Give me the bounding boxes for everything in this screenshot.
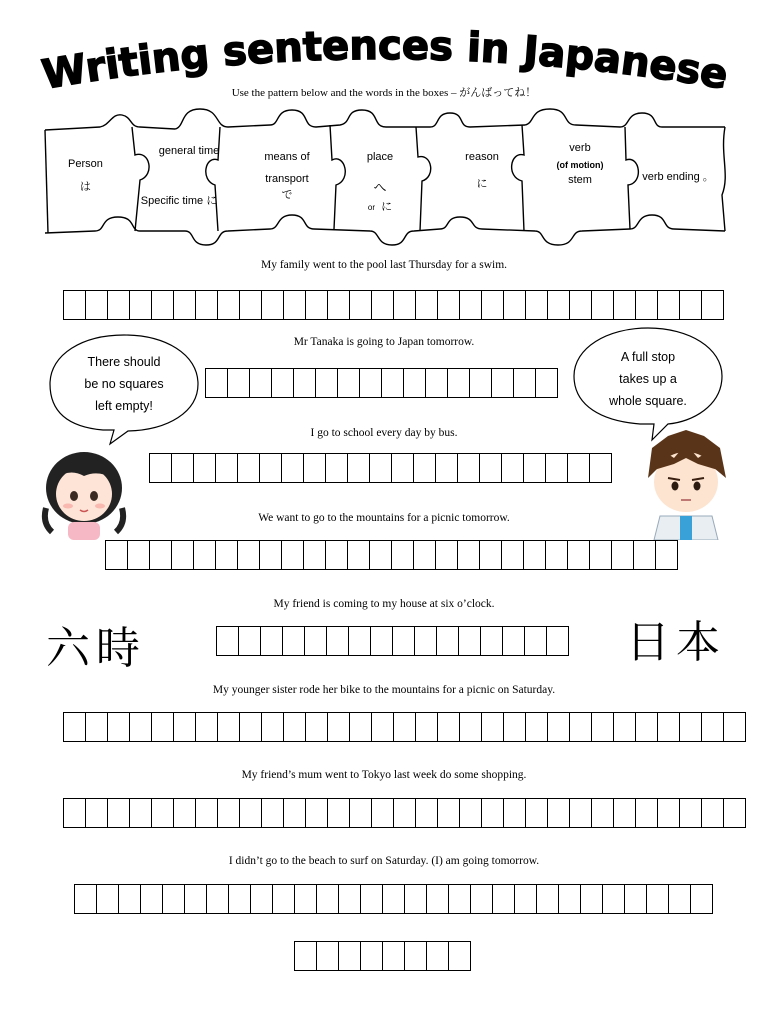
answer-square[interactable] [393,712,416,742]
answer-square[interactable] [668,884,691,914]
answer-square[interactable] [525,712,548,742]
answer-square[interactable] [96,884,119,914]
answer-square[interactable] [536,884,559,914]
answer-square[interactable] [501,453,524,483]
answer-square[interactable] [151,290,174,320]
answer-square[interactable] [293,368,316,398]
sentence-8: I didn’t go to the beach to surf on Saturday. (I) am going tomorrow. [228,855,540,867]
answer-square[interactable] [305,798,328,828]
answer-square[interactable] [195,290,218,320]
answer-square[interactable] [283,712,306,742]
answer-square[interactable] [569,712,592,742]
answer-square[interactable] [238,626,261,656]
answer-square[interactable] [546,626,569,656]
answer-grid-8[interactable] [74,884,713,914]
answer-square[interactable] [480,626,503,656]
answer-square[interactable] [591,798,614,828]
sentence-7: My friend’s mum went to Tokyo last week do some shopping. [241,769,527,781]
answer-square[interactable] [435,453,458,483]
answer-square[interactable] [305,712,328,742]
answer-square[interactable] [457,540,480,570]
answer-square[interactable] [327,290,350,320]
answer-square[interactable] [338,941,361,971]
answer-square[interactable] [381,368,404,398]
answer-square[interactable] [382,941,405,971]
answer-square[interactable] [261,290,284,320]
answer-square[interactable] [272,884,295,914]
answer-square[interactable] [193,540,216,570]
answer-square[interactable] [657,712,680,742]
answer-square[interactable] [237,453,260,483]
answer-square[interactable] [547,712,570,742]
answer-square[interactable] [525,798,548,828]
answer-square[interactable] [545,540,568,570]
instructions: Use the pattern below and the words in the boxes – がんばってね！ [231,87,537,99]
answer-square[interactable] [404,941,427,971]
answer-square[interactable] [589,540,612,570]
answer-square[interactable] [657,798,680,828]
answer-square[interactable] [679,798,702,828]
answer-square[interactable] [316,884,339,914]
answer-square[interactable] [613,798,636,828]
answer-square[interactable] [360,941,383,971]
answer-square[interactable] [337,368,360,398]
answer-square[interactable] [479,453,502,483]
answer-square[interactable] [413,453,436,483]
answer-square[interactable] [470,884,493,914]
answer-square[interactable] [589,453,612,483]
puzzle-piece-verb-ending: verb ending 。 [642,171,714,183]
answer-square[interactable] [393,290,416,320]
girl-character-illustration [38,448,130,540]
answer-square[interactable] [547,290,570,320]
answer-square[interactable] [547,798,570,828]
sentence-6: My younger sister rode her bike to the mountains for a picnic on Saturday. [212,684,556,696]
answer-square[interactable] [193,453,216,483]
answer-square[interactable] [149,453,172,483]
answer-square[interactable] [206,884,229,914]
answer-square[interactable] [107,798,130,828]
answer-square[interactable] [348,626,371,656]
answer-square[interactable] [303,453,326,483]
answer-square[interactable] [535,368,558,398]
answer-square[interactable] [524,626,547,656]
answer-square[interactable] [195,798,218,828]
answer-square[interactable] [633,540,656,570]
answer-square[interactable] [635,798,658,828]
answer-square[interactable] [635,290,658,320]
answer-square[interactable] [613,290,636,320]
answer-square[interactable] [63,712,86,742]
answer-square[interactable] [315,368,338,398]
answer-square[interactable] [591,290,614,320]
answer-square[interactable] [657,290,680,320]
answer-square[interactable] [215,540,238,570]
answer-square[interactable] [723,798,746,828]
answer-square[interactable] [701,290,724,320]
answer-square[interactable] [325,453,348,483]
answer-square[interactable] [305,290,328,320]
answer-square[interactable] [259,453,282,483]
answer-square[interactable] [347,540,370,570]
answer-square[interactable] [569,290,592,320]
answer-square[interactable] [360,884,383,914]
puzzle-piece-reason: reason に [465,151,499,190]
answer-square[interactable] [415,798,438,828]
answer-square[interactable] [459,290,482,320]
sentence-1: My family went to the pool last Thursday for a swim. [260,259,508,271]
answer-square[interactable] [458,626,481,656]
speech-bubble-left: There should be no squares left empty! [48,332,200,447]
answer-square[interactable] [359,368,382,398]
answer-square[interactable] [635,712,658,742]
answer-square[interactable] [567,540,590,570]
answer-square[interactable] [261,798,284,828]
answer-square[interactable] [294,941,317,971]
answer-square[interactable] [184,884,207,914]
kanji-six-oclock: 六時 [46,623,146,674]
answer-square[interactable] [162,884,185,914]
answer-square[interactable] [303,540,326,570]
answer-square[interactable] [260,626,283,656]
answer-square[interactable] [239,712,262,742]
answer-square[interactable] [723,712,746,742]
answer-square[interactable] [281,453,304,483]
sentence-5: My friend is coming to my house at six o’clock. [273,598,495,610]
answer-square[interactable] [382,884,405,914]
answer-square[interactable] [425,368,448,398]
answer-square[interactable] [215,453,238,483]
answer-grid-5[interactable] [216,626,569,656]
answer-square[interactable] [459,712,482,742]
puzzle-piece-place: place へ or に [366,151,394,213]
answer-square[interactable] [259,540,282,570]
answer-square[interactable] [237,540,260,570]
answer-square[interactable] [327,712,350,742]
answer-square[interactable] [205,368,228,398]
answer-square[interactable] [171,540,194,570]
answer-square[interactable] [435,540,458,570]
answer-square[interactable] [413,540,436,570]
answer-square[interactable] [457,453,480,483]
answer-square[interactable] [149,540,172,570]
answer-square[interactable] [369,540,392,570]
answer-square[interactable] [85,290,108,320]
answer-square[interactable] [250,884,273,914]
answer-square[interactable] [107,712,130,742]
sentence-2: Mr Tanaka is going to Japan tomorrow. [293,336,475,348]
answer-square[interactable] [503,798,526,828]
answer-square[interactable] [283,290,306,320]
answer-square[interactable] [503,290,526,320]
puzzle-piece-verb: verb (of motion) stem [556,142,604,186]
answer-grid-1[interactable] [63,290,724,320]
answer-grid-4[interactable] [105,540,678,570]
answer-square[interactable] [567,453,590,483]
answer-square[interactable] [227,368,250,398]
sentence-4: We want to go to the mountains for a picnic tomorrow. [258,512,510,524]
answer-grid-6[interactable] [63,712,746,742]
answer-square[interactable] [369,453,392,483]
answer-square[interactable] [679,290,702,320]
answer-square[interactable] [481,712,504,742]
answer-square[interactable] [85,798,108,828]
answer-square[interactable] [646,884,669,914]
answer-square[interactable] [151,798,174,828]
answer-square[interactable] [437,798,460,828]
answer-square[interactable] [426,884,449,914]
answer-square[interactable] [479,540,502,570]
answer-square[interactable] [283,798,306,828]
answer-square[interactable] [151,712,174,742]
answer-square[interactable] [523,453,546,483]
answer-square[interactable] [261,712,284,742]
answer-square[interactable] [216,626,239,656]
answer-square[interactable] [140,884,163,914]
answer-square[interactable] [481,798,504,828]
answer-square[interactable] [171,453,194,483]
answer-square[interactable] [602,884,625,914]
answer-square[interactable] [127,540,150,570]
answer-square[interactable] [415,712,438,742]
answer-square[interactable] [63,290,86,320]
answer-square[interactable] [611,540,634,570]
answer-grid-3[interactable] [149,453,612,483]
answer-square[interactable] [437,712,460,742]
answer-square[interactable] [513,368,536,398]
answer-square[interactable] [282,626,305,656]
answer-square[interactable] [281,540,304,570]
answer-square[interactable] [403,368,426,398]
answer-square[interactable] [349,290,372,320]
answer-square[interactable] [129,290,152,320]
answer-square[interactable] [523,540,546,570]
answer-square[interactable] [447,368,470,398]
answer-square[interactable] [173,798,196,828]
answer-square[interactable] [491,368,514,398]
answer-square[interactable] [239,290,262,320]
answer-square[interactable] [304,626,327,656]
answer-square[interactable] [393,798,416,828]
answer-square[interactable] [371,290,394,320]
answer-square[interactable] [316,941,339,971]
speech-bubble-right: A full stop takes up a whole square. [572,326,724,442]
answer-square[interactable] [249,368,272,398]
answer-square[interactable] [481,290,504,320]
answer-grid-2[interactable] [205,368,558,398]
answer-square[interactable] [448,941,471,971]
answer-square[interactable] [371,712,394,742]
answer-square[interactable] [501,540,524,570]
answer-square[interactable] [613,712,636,742]
answer-square[interactable] [217,290,240,320]
answer-square[interactable] [370,626,393,656]
answer-square[interactable] [591,712,614,742]
answer-square[interactable] [391,540,414,570]
answer-square[interactable] [569,798,592,828]
answer-square[interactable] [74,884,97,914]
answer-square[interactable] [85,712,108,742]
answer-square[interactable] [217,798,240,828]
answer-square[interactable] [503,712,526,742]
sentence-3: I go to school every day by bus. [310,427,458,439]
answer-square[interactable] [514,884,537,914]
answer-square[interactable] [349,712,372,742]
answer-square[interactable] [347,453,370,483]
answer-square[interactable] [118,884,141,914]
answer-square[interactable] [502,626,525,656]
answer-square[interactable] [195,712,218,742]
answer-square[interactable] [679,712,702,742]
answer-square[interactable] [228,884,251,914]
answer-square[interactable] [459,798,482,828]
answer-square[interactable] [392,626,415,656]
answer-square[interactable] [325,540,348,570]
answer-square[interactable] [326,626,349,656]
answer-square[interactable] [414,626,437,656]
answer-grid-7[interactable] [63,798,746,828]
answer-square[interactable] [338,884,361,914]
answer-square[interactable] [173,290,196,320]
answer-square[interactable] [217,712,240,742]
answer-square[interactable] [690,884,713,914]
answer-square[interactable] [105,540,128,570]
answer-square[interactable] [545,453,568,483]
answer-square[interactable] [271,368,294,398]
answer-square[interactable] [129,798,152,828]
answer-square[interactable] [327,798,350,828]
answer-square[interactable] [107,290,130,320]
answer-square[interactable] [655,540,678,570]
answer-square[interactable] [436,626,459,656]
answer-square[interactable] [349,798,372,828]
answer-square[interactable] [448,884,471,914]
answer-square[interactable] [558,884,581,914]
answer-square[interactable] [371,798,394,828]
answer-square[interactable] [701,712,724,742]
answer-grid-8-continued[interactable] [294,941,471,971]
answer-square[interactable] [469,368,492,398]
answer-square[interactable] [492,884,515,914]
answer-square[interactable] [63,798,86,828]
kanji-japan: 日本 [626,617,726,668]
answer-square[interactable] [391,453,414,483]
answer-square[interactable] [580,884,603,914]
puzzle-piece-time: general time Specific time に [140,145,220,207]
sentence-pattern-puzzle [40,105,730,250]
svg-text:Writing sentences in Japanese: Writing sentences in Japanese [38,22,732,99]
answer-square[interactable] [437,290,460,320]
answer-square[interactable] [624,884,647,914]
answer-square[interactable] [426,941,449,971]
answer-square[interactable] [173,712,196,742]
puzzle-piece-person: Person は [68,158,103,193]
answer-square[interactable] [525,290,548,320]
answer-square[interactable] [129,712,152,742]
answer-square[interactable] [415,290,438,320]
answer-square[interactable] [701,798,724,828]
answer-square[interactable] [239,798,262,828]
answer-square[interactable] [404,884,427,914]
puzzle-piece-transport: means of transport で [264,151,310,201]
answer-square[interactable] [294,884,317,914]
